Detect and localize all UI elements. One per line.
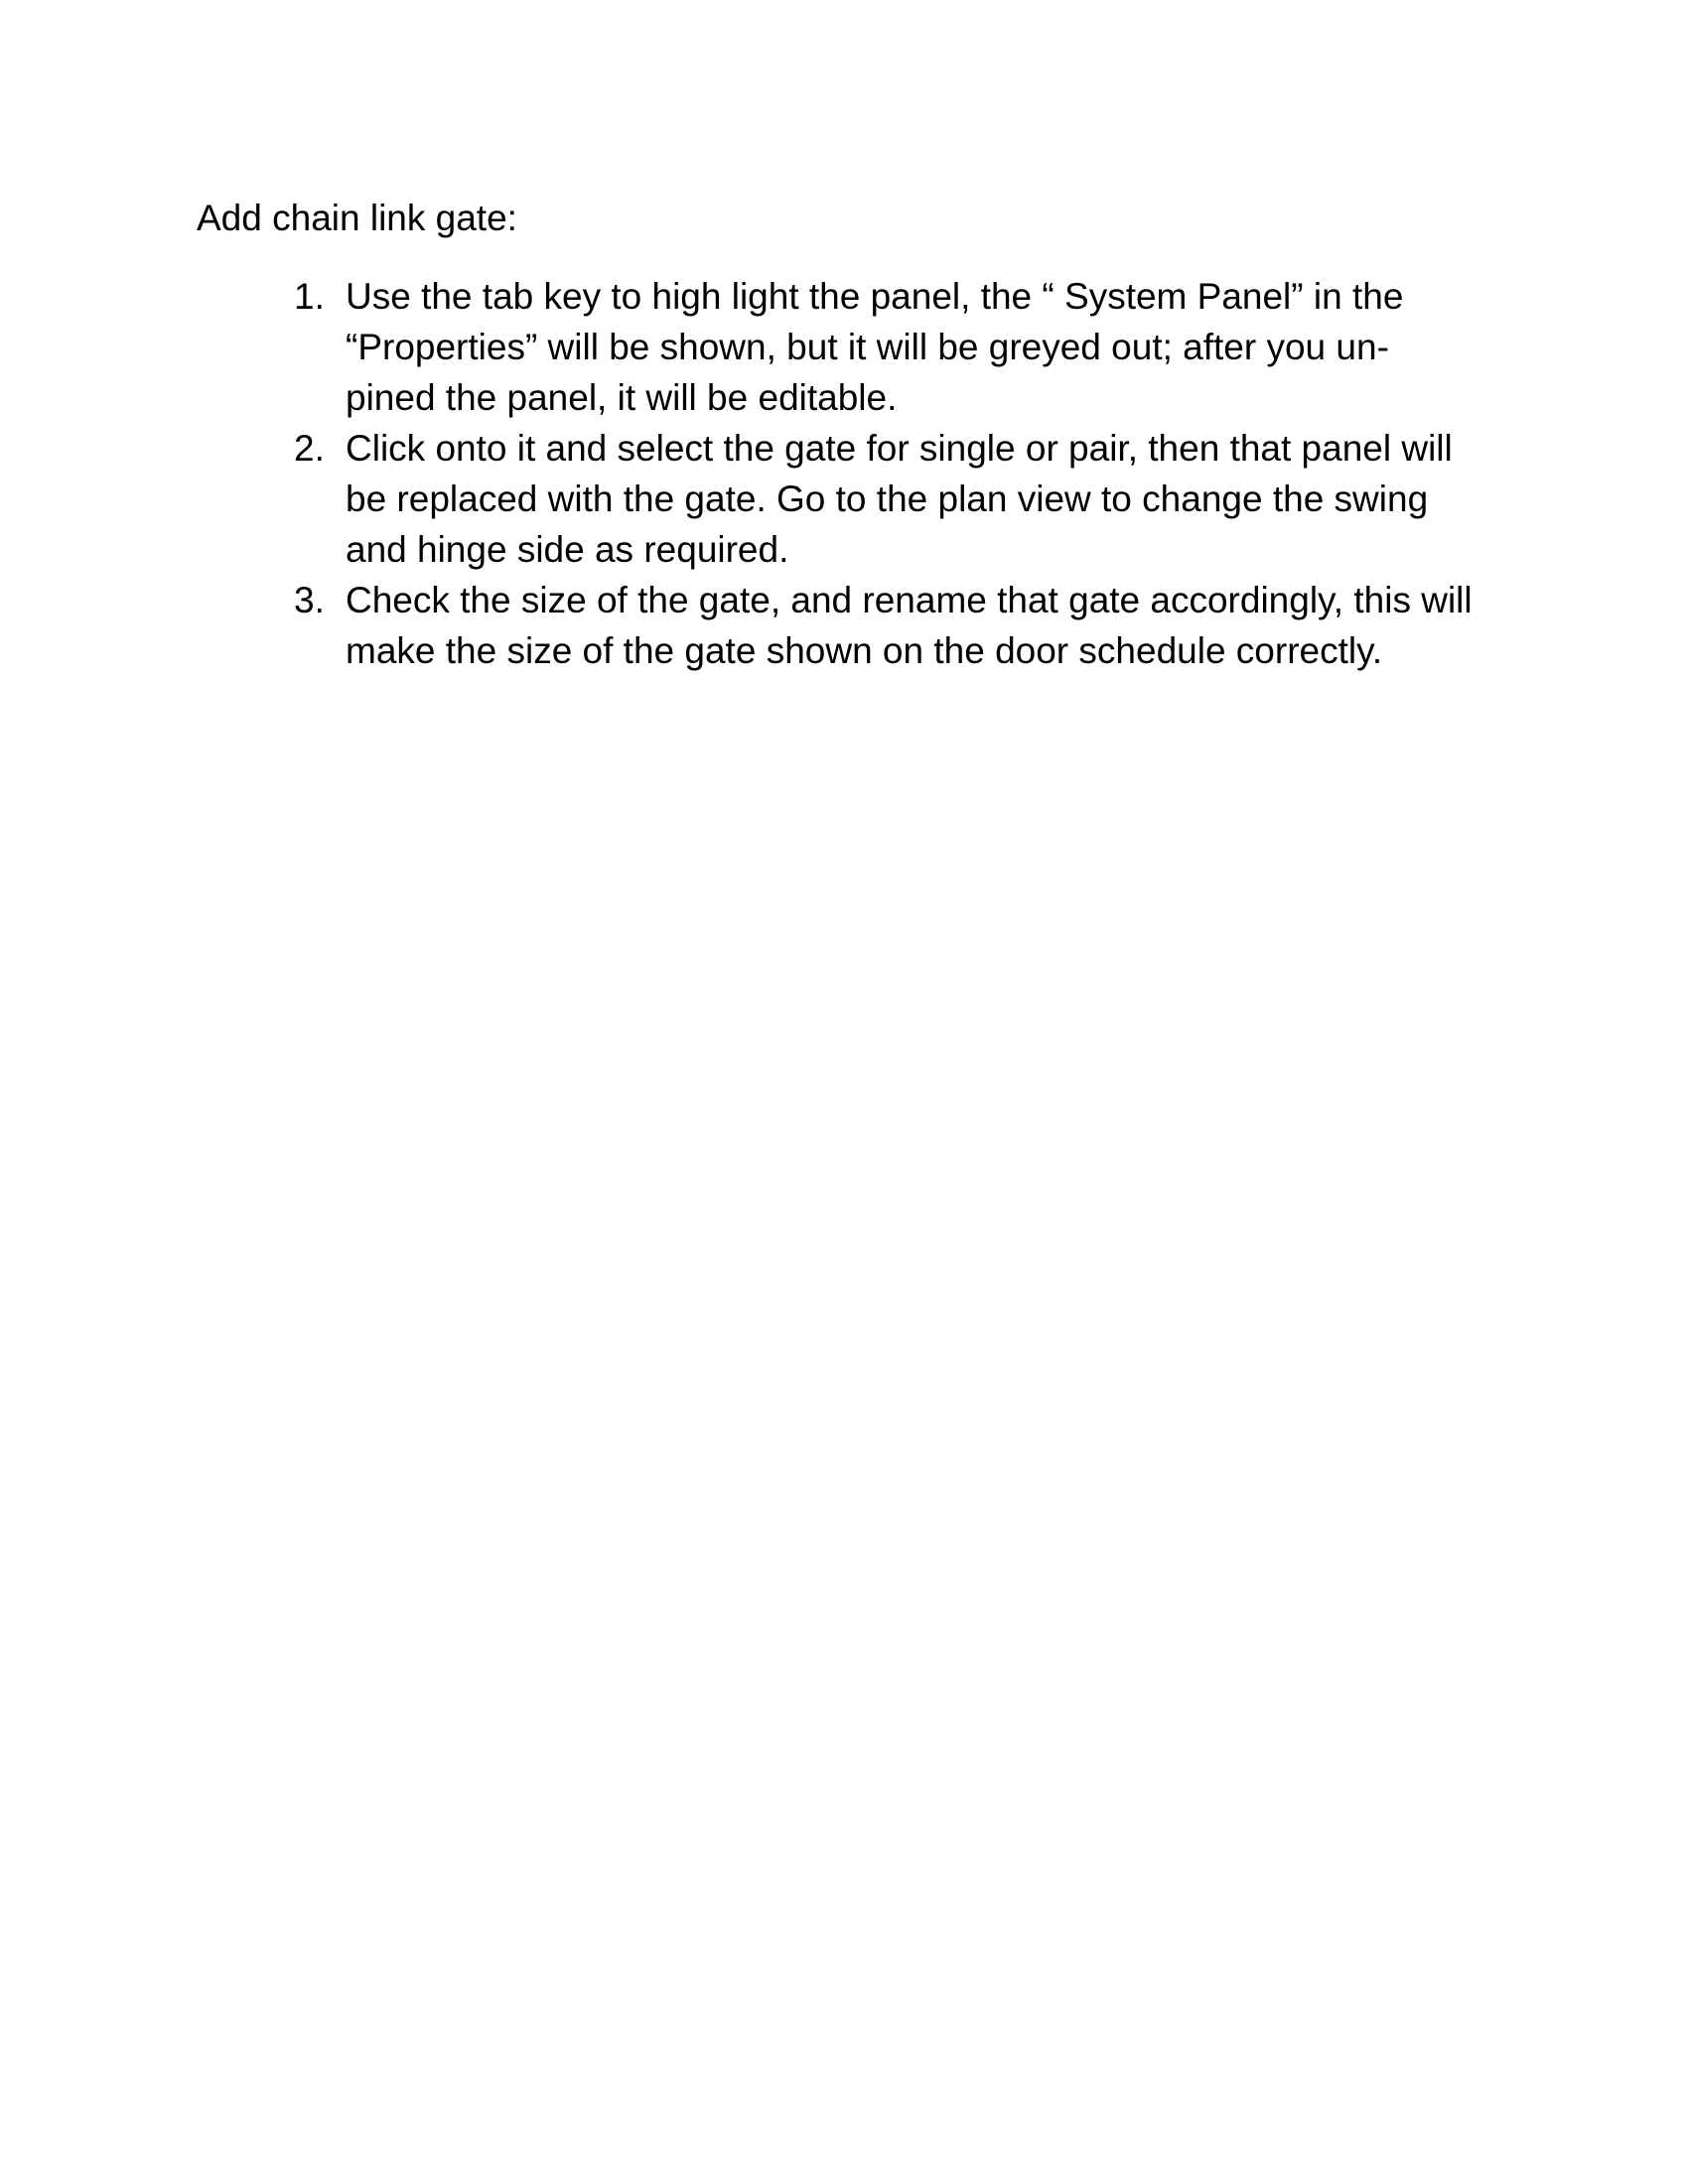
step-text: Click onto it and select the gate for single or pair, then that panel will be replaced with the gate. Go to the plan view to change the swing and hinge side as required. bbox=[346, 428, 1453, 570]
step-item-1 bbox=[294, 271, 1476, 423]
step-item-2 bbox=[294, 423, 1476, 575]
step-number: 1. bbox=[294, 276, 325, 317]
step-text: Check the size of the gate, and rename that gate accordingly, this will make the size of the gate shown on the door schedule correctly. bbox=[346, 580, 1473, 671]
steps-list bbox=[294, 271, 1476, 676]
document-heading: Add chain link gate: bbox=[197, 198, 517, 238]
step-item-3 bbox=[294, 575, 1476, 676]
step-number: 3. bbox=[294, 580, 325, 620]
step-number: 2. bbox=[294, 428, 325, 469]
step-text: Use the tab key to high light the panel, the “ System Panel” in the “Properties” will be shown, but it will be greyed out; after you un-pined the panel, it will be editable. bbox=[346, 276, 1404, 418]
